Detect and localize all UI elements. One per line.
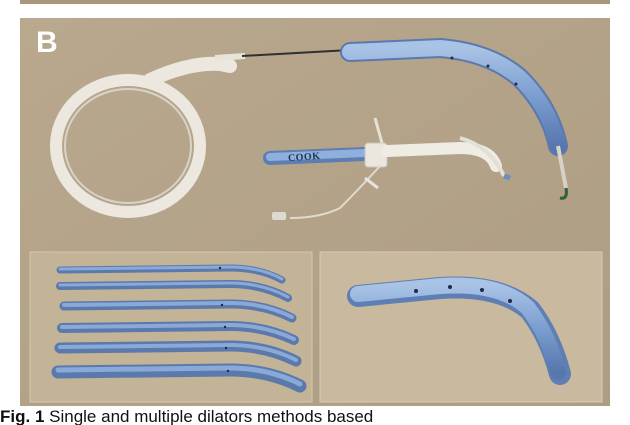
device-brand-text: COOK	[287, 150, 321, 165]
panel-label: B	[36, 26, 58, 59]
previous-figure-edge	[20, 0, 610, 4]
caption-label: Fig. 1	[0, 408, 45, 425]
dilator-set-inset	[30, 252, 312, 402]
single-dilator-inset	[320, 252, 602, 402]
figure-illustration	[20, 18, 610, 406]
caption-text: Single and multiple dilators methods based	[44, 408, 374, 425]
figure-caption	[0, 408, 630, 425]
figure-photo	[20, 18, 610, 406]
